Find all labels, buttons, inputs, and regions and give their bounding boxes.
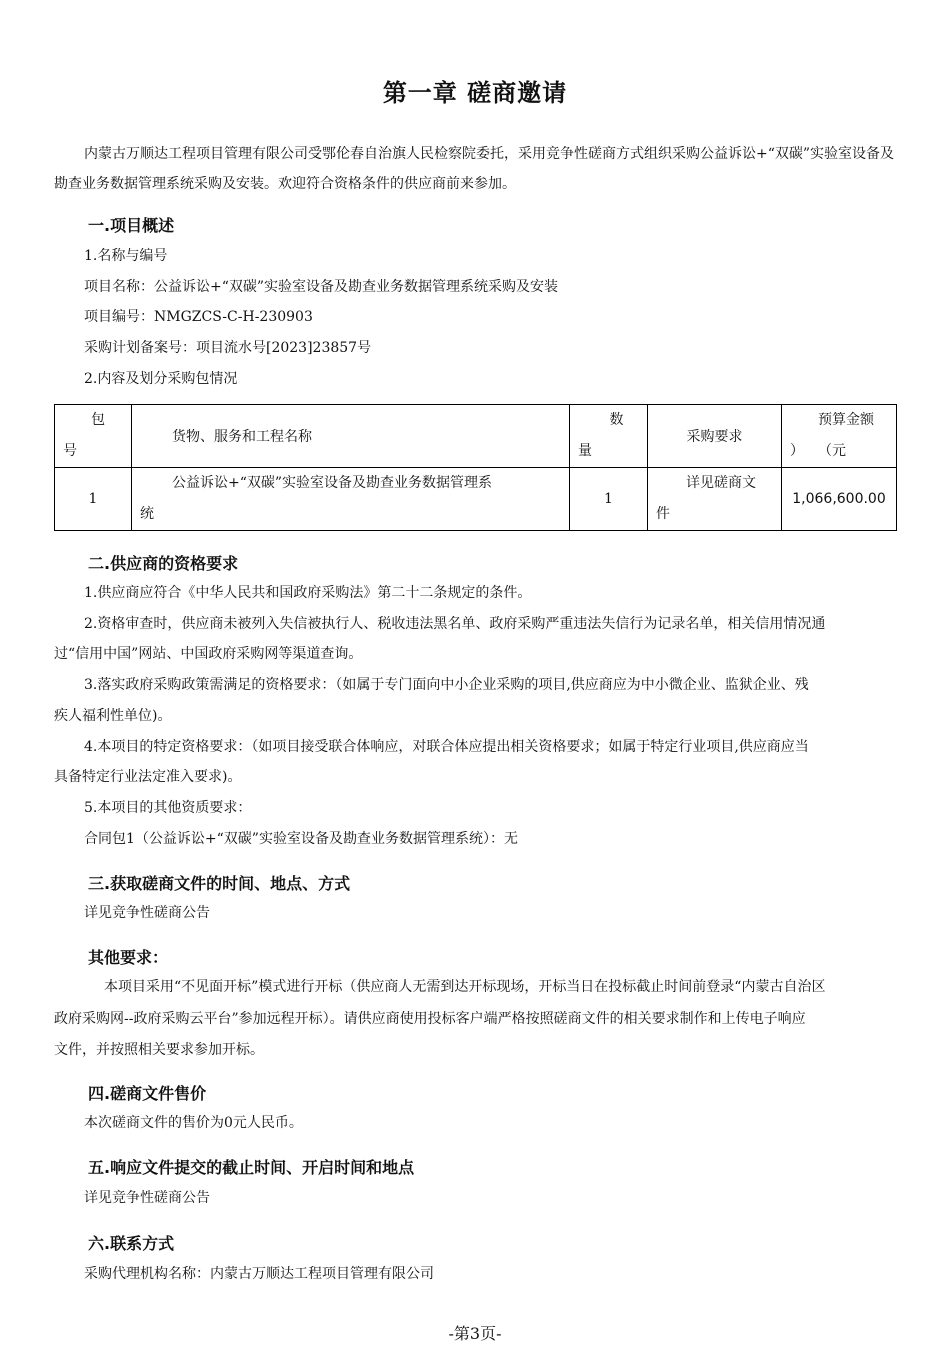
page-title: 第一章 磋商邀请 bbox=[382, 79, 568, 107]
s2-item-6: 合同包1（公益诉讼+“双碳”实验室设备及勘查业务数据管理系统）：无 bbox=[84, 831, 518, 847]
package-table bbox=[54, 404, 897, 531]
other-line-2: 政府采购网--政府采购云平台”参加远程开标）。请供应商使用投标客户端严格按照磋商文件的相关要求制作和上传电子响应 bbox=[54, 1011, 806, 1027]
s2-item-2a: 2.资格审查时，供应商未被列入失信被执行人、税收违法黑名单、政府采购严重违法失信行为记录名单，相关信用情况通 bbox=[84, 616, 826, 632]
th-budget: 预算金额（元 ） bbox=[782, 405, 897, 468]
s3-text: 详见竞争性磋商公告 bbox=[84, 905, 210, 921]
s2-item-3a: 3.落实政府采购政策需满足的资格要求：（如属于专门面向中小企业采购的项目,供应商应为中小微企业、监狱企业、残 bbox=[84, 677, 809, 693]
s1-plan-number: 采购计划备案号：项目流水号[2023]23857号 bbox=[84, 340, 372, 356]
page-number: -第3页- bbox=[448, 1324, 502, 1343]
table-header-row bbox=[55, 405, 897, 468]
intro-paragraph: 内蒙古万顺达工程项目管理有限公司受鄂伦春自治旗人民检察院委托，采用竞争性磋商方式组织采购公益诉讼+“双碳”实验室设备及勘查业务数据管理系统采购及安装。欢迎符合资格条件的供应商前来参加。 bbox=[54, 146, 895, 192]
s2-item-1: 1.供应商应符合《中华人民共和国政府采购法》第二十二条规定的条件。 bbox=[84, 585, 532, 601]
cell-package: 1 bbox=[55, 468, 132, 531]
section-5-heading: 五.响应文件提交的截止时间、开启时间和地点 bbox=[88, 1158, 415, 1177]
s2-item-3b: 疾人福利性单位)。 bbox=[54, 708, 172, 724]
th-quantity: 数 量 bbox=[570, 405, 648, 468]
section-3-heading: 三.获取磋商文件的时间、地点、方式 bbox=[88, 874, 351, 893]
cell-budget: 1,066,600.00 bbox=[782, 468, 897, 531]
section-4-heading: 四.磋商文件售价 bbox=[88, 1084, 207, 1103]
s5-text: 详见竞争性磋商公告 bbox=[84, 1190, 210, 1206]
cell-quantity: 1 bbox=[570, 468, 648, 531]
section-6-heading: 六.联系方式 bbox=[88, 1234, 175, 1253]
th-requirement: 采购要求 bbox=[648, 405, 782, 468]
s1-project-code: 项目编号：NMGZCS-C-H-230903 bbox=[84, 309, 313, 325]
table-row bbox=[55, 468, 897, 531]
other-requirements-heading: 其他要求： bbox=[88, 948, 169, 967]
s1-project-name: 项目名称：公益诉讼+“双碳”实验室设备及勘查业务数据管理系统采购及安装 bbox=[84, 279, 559, 295]
s2-item-4a: 4.本项目的特定资格要求：（如项目接受联合体响应，对联合体应提出相关资格要求；如属于特定行业项目,供应商应当 bbox=[84, 739, 809, 755]
s4-text: 本次磋商文件的售价为0元人民币。 bbox=[84, 1115, 303, 1131]
s2-item-5: 5.本项目的其他资质要求： bbox=[84, 800, 252, 816]
s1-sub-content: 2.内容及划分采购包情况 bbox=[84, 371, 238, 387]
section-2-heading: 二.供应商的资格要求 bbox=[88, 554, 239, 573]
other-line-1: 本项目采用“不见面开标”模式进行开标（供应商人无需到达开标现场，开标当日在投标截止时间前登录“内蒙古自治区 bbox=[104, 979, 826, 995]
s2-item-4b: 具备特定行业法定准入要求)。 bbox=[54, 769, 242, 785]
th-package: 包 号 bbox=[55, 405, 132, 468]
section-1-heading: 一.项目概述 bbox=[88, 216, 175, 235]
other-line-3: 文件，并按照相关要求参加开标。 bbox=[54, 1042, 264, 1058]
cell-requirement: 详见磋商文 件 bbox=[648, 468, 782, 531]
s1-sub-name-code: 1.名称与编号 bbox=[84, 248, 168, 264]
th-name: 货物、服务和工程名称 bbox=[132, 405, 570, 468]
s6-text: 采购代理机构名称：内蒙古万顺达工程项目管理有限公司 bbox=[84, 1266, 434, 1282]
cell-name: 公益诉讼+“双碳”实验室设备及勘查业务数据管理系 统 bbox=[132, 468, 570, 531]
s2-item-2b: 过“信用中国”网站、中国政府采购网等渠道查询。 bbox=[54, 646, 363, 662]
